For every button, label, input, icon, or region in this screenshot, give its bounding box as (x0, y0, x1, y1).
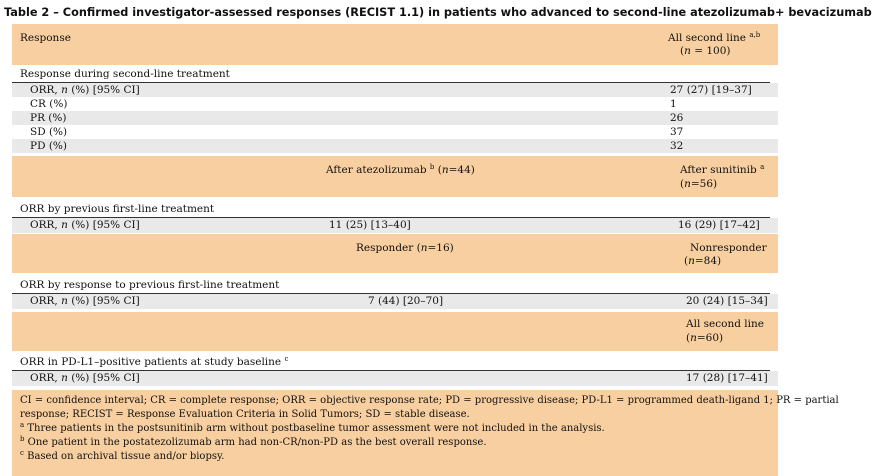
header-row-1 (12, 24, 778, 65)
footnote-c: $^c$ Based on archival tissue and/or biopsy. (20, 449, 225, 462)
section-heading: ORR by previous first-line treatment (20, 203, 215, 215)
section-2 (12, 200, 778, 217)
table-row (12, 294, 778, 309)
row-value: 1 (670, 98, 677, 110)
table-row (12, 125, 778, 139)
row-value: 27 (27) [19–37] (670, 84, 752, 96)
footnote-abbreviations-cont: response; RECIST = Response Evaluation Criteria in Solid Tumors; SD = stable disease. (20, 409, 470, 420)
table-title: Table 2 – Confirmed investigator-assessed responses (RECIST 1.1) in patients who advanced to second-line atezolizumab+ bevacizumab (4, 6, 872, 19)
row-label: CR (%) (30, 98, 68, 110)
table-row (12, 218, 778, 233)
section-4 (12, 353, 778, 370)
table-row (12, 83, 778, 97)
footnote-a: $^a$ Three patients in the postsunitinib arm without postbaseline tumor assessment were not included in the analysis. (20, 421, 605, 434)
header-row-4 (12, 312, 778, 351)
row-value-after-sunitinib: 16 (29) [17–42] (678, 219, 760, 231)
section-3 (12, 276, 778, 293)
column-header-after-sunitinib: After sunitinib $^a$ (680, 163, 765, 176)
section-1 (12, 65, 778, 82)
footnote-b: $^b$ One patient in the postatezolizumab arm had non-CR/non-PD as the best overall response. (20, 435, 487, 448)
row-value: 17 (28) [17–41] (686, 372, 768, 384)
column-header-all-second-line: All second line (686, 318, 764, 330)
row-value: 26 (670, 112, 684, 124)
header-row-2 (12, 156, 778, 197)
table-row (12, 97, 778, 111)
column-header-after-atezolizumab: After atezolizumab $^b$ (n=44) (326, 163, 475, 176)
row-value-after-atezolizumab: 11 (25) [13–40] (329, 219, 411, 231)
section-heading: ORR by response to previous first-line treatment (20, 279, 280, 291)
column-header-response: Response (20, 32, 71, 44)
column-header-n: (n = 100) (680, 45, 731, 57)
column-header-nonresponder: Nonresponder (690, 242, 767, 254)
table-footnotes (12, 390, 839, 476)
column-header-all-n: (n=60) (686, 332, 724, 344)
column-header-nonresponder-n: (n=84) (684, 255, 722, 267)
section-heading: ORR in PD-L1–positive patients at study baseline $^c$ (20, 355, 289, 368)
row-label: ORR, n (%) [95% CI] (30, 372, 140, 384)
row-label: ORR, n (%) [95% CI] (30, 219, 140, 231)
row-label: ORR, n (%) [95% CI] (30, 295, 140, 307)
row-label: ORR, n (%) [95% CI] (30, 84, 140, 96)
table-row (12, 111, 778, 125)
row-label: PR (%) (30, 112, 67, 124)
row-label: PD (%) (30, 140, 67, 152)
table-row (12, 371, 778, 386)
footnote-abbreviations: CI = confidence interval; CR = complete response; ORR = objective response rate; PD = progressive disease; PD-L1 = programmed death-ligand 1; PR = partial (20, 395, 839, 406)
row-value: 37 (670, 126, 684, 138)
row-value-responder: 7 (44) [20–70] (368, 295, 444, 307)
row-value-nonresponder: 20 (24) [15–34] (686, 295, 768, 307)
column-header-all-second-line: All second line $^{a,b}$ (668, 31, 761, 44)
table-row (12, 139, 778, 153)
column-header-responder: Responder (n=16) (356, 242, 454, 254)
column-header-sunitinib-n: (n=56) (680, 178, 718, 190)
row-value: 32 (670, 140, 684, 152)
section-heading: Response during second-line treatment (20, 68, 230, 80)
header-row-3 (12, 234, 778, 273)
row-label: SD (%) (30, 126, 68, 138)
